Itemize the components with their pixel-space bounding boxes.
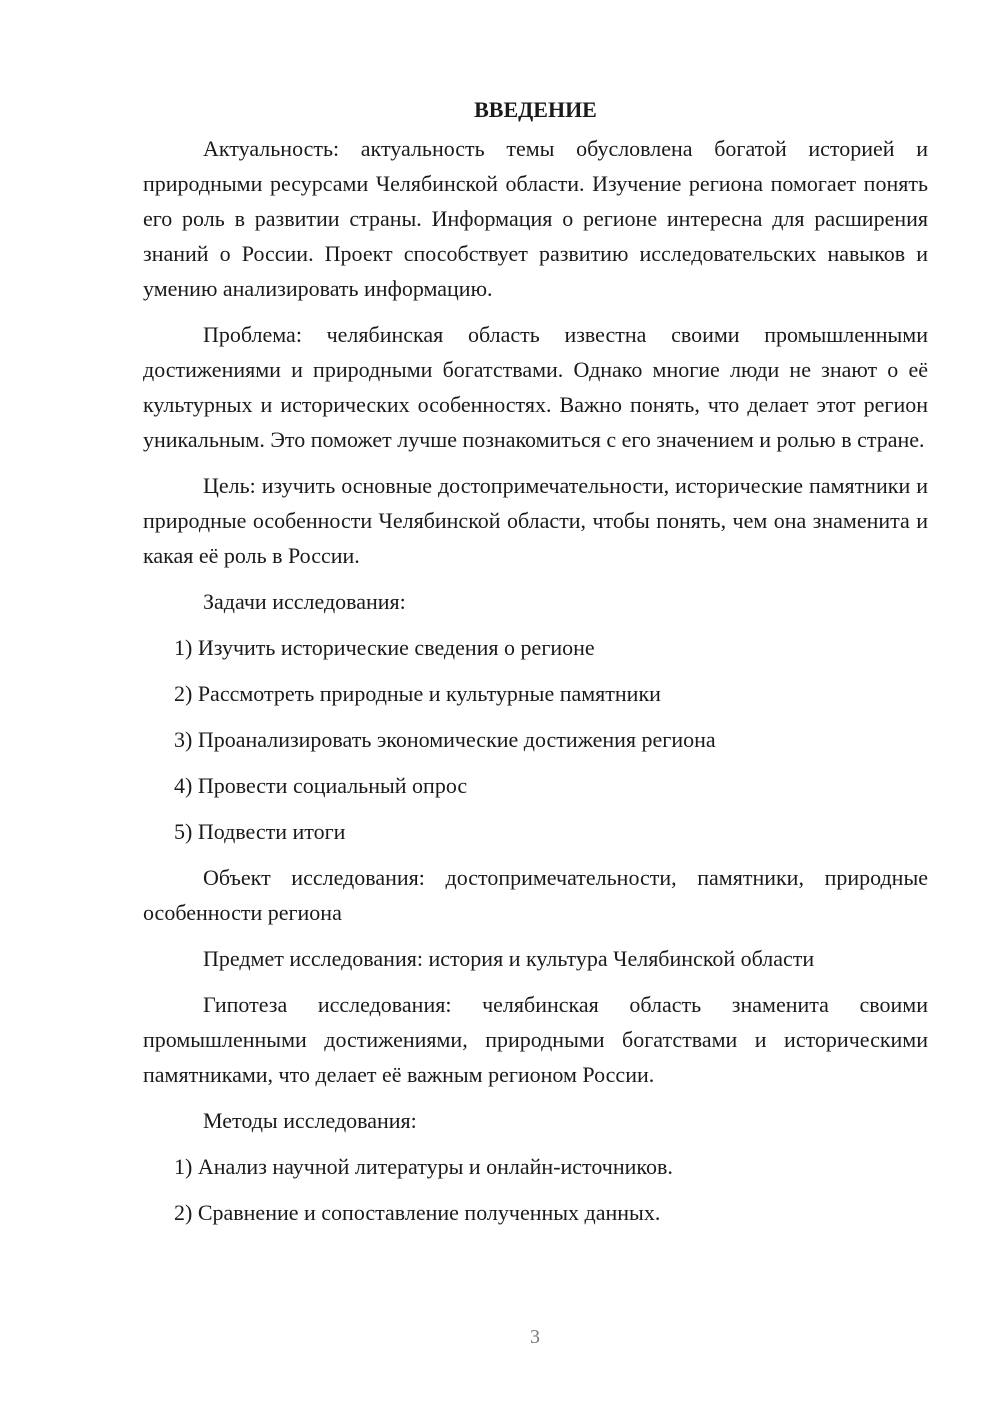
object-paragraph: Объект исследования: достопримечательности, памятники, природные особенности региона (143, 865, 928, 925)
section-heading: ВВЕДЕНИЕ (474, 97, 597, 122)
list-item: 4) Провести социальный опрос (174, 773, 468, 798)
methods-list (143, 1149, 928, 1230)
list-item: 1) Изучить исторические сведения о регионе (174, 635, 595, 660)
page-number: 3 (530, 1326, 540, 1348)
list-item: 3) Проанализировать экономические достижения региона (174, 727, 716, 752)
list-item: 5) Подвести итоги (174, 819, 346, 844)
methods-title: Методы исследования: (203, 1108, 417, 1133)
goal-paragraph: Цель: изучить основные достопримечательности, исторические памятники и природные особенности Челябинской области, чтобы понять, чем она знаменита и какая её роль в России. (143, 473, 928, 568)
tasks-title: Задачи исследования: (203, 589, 406, 614)
subject-paragraph: Предмет исследования: история и культура Челябинской области (203, 946, 815, 971)
list-item: 2) Сравнение и сопоставление полученных данных. (174, 1200, 661, 1225)
list-item: 2) Рассмотреть природные и культурные памятники (174, 681, 661, 706)
problem-paragraph: Проблема: челябинская область известна своими промышленными достижениями и природными богатствами. Однако многие люди не знают о её культурных и исторических особенностях. Важно понять, что делает этот регион уникальным. Это поможет лучше познакомиться с его значением и ролью в стране. (143, 322, 928, 452)
hypothesis-paragraph: Гипотеза исследования: челябинская область знаменита своими промышленными достижениями, природными богатствами и историческими памятниками, что делает её важным регионом России. (143, 992, 928, 1087)
document-page (143, 92, 928, 1241)
relevance-paragraph: Актуальность: актуальность темы обусловлена богатой историей и природными ресурсами Челябинской области. Изучение региона помогает понять его роль в развитии страны. Информация о регионе интересна для расширения знаний о России. Проект способствует развитию исследовательских навыков и умению анализировать информацию. (143, 136, 928, 301)
tasks-list (143, 630, 928, 849)
list-item: 1) Анализ научной литературы и онлайн-источников. (174, 1154, 673, 1179)
